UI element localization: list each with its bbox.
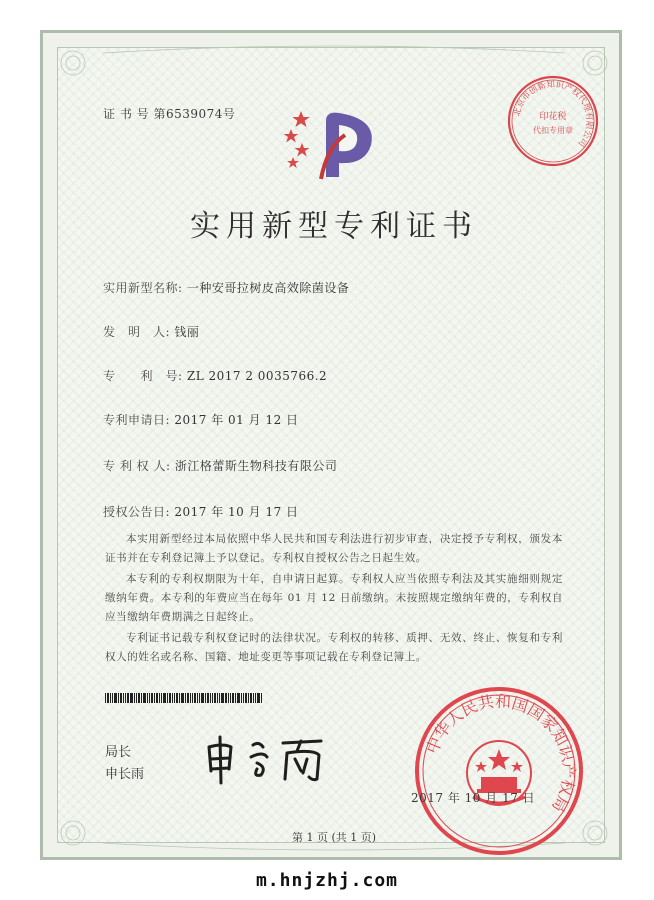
signatory-title: 局长 (105, 745, 132, 760)
barcode-bar (176, 693, 178, 703)
field-inventor (103, 323, 199, 340)
barcode-bar (241, 693, 242, 703)
cnipa-logo-icon (281, 107, 385, 185)
barcode-bar (248, 693, 249, 703)
barcode-bar (190, 693, 191, 703)
barcode-bar (141, 693, 142, 703)
barcode-bar (261, 693, 262, 703)
field-label: 专利申请日: (103, 413, 171, 427)
issue-date: 2017 年 10 月 17 日 (411, 791, 536, 805)
barcode-bar (163, 693, 166, 703)
field-label: 专 利 权 人: (103, 459, 171, 473)
barcode-bar (147, 693, 148, 703)
field-value: 钱丽 (174, 325, 200, 339)
barcode-bar (221, 693, 224, 703)
barcode-bar (174, 693, 175, 703)
barcode-bar (214, 693, 216, 703)
paragraph-legal-status: 专利证书记载专利权登记时的法律状况。专利权的转移、质押、无效、终止、恢复和专利权人的姓名或名称、国籍、地址变更等事项记载在专利登记簿上。 (105, 632, 563, 663)
barcode-bar (194, 693, 196, 703)
paragraph-term-and-fees: 本专利的专利权期限为十年，自申请日起算。专利权人应当依照专利法及其实施细则规定缴纳年费。本专利的年费应当在每年 01 月 12 日前缴纳。未按照规定缴纳年费的，专利权自应当缴纳年费期满之日起终止。 (105, 573, 563, 623)
barcode-bar (169, 693, 171, 703)
certificate-number-value: 6539074 (165, 107, 223, 121)
agency-stamp-center-line1: 印花税 (539, 112, 567, 122)
barcode-bar (130, 693, 133, 703)
footer-watermark-url: m.hnjzhj.com (255, 870, 399, 891)
certificate-number-label: 证 书 号 第 (103, 107, 166, 121)
barcode-bar (187, 693, 189, 703)
barcode-bar (123, 693, 124, 703)
field-grant-announcement-date (103, 503, 299, 520)
barcode-bar (161, 693, 162, 703)
state-seal-ring-text: 中华人民共和国国家知识产权局 (422, 691, 579, 816)
barcode-bar (257, 693, 260, 703)
barcode-bar (154, 693, 155, 703)
barcode-bar (217, 693, 218, 703)
certificate-title: 实用新型专利证书 (190, 209, 478, 244)
signatory-name: 申长雨 (105, 767, 145, 782)
barcode-bar (253, 693, 254, 703)
barcode-bar (255, 693, 256, 703)
barcode-bar (151, 693, 153, 703)
barcode-bar (167, 693, 168, 703)
barcode-bar (199, 693, 200, 703)
barcode-bar (192, 693, 193, 703)
barcode-bar (243, 693, 244, 703)
handwritten-signature-icon (201, 733, 341, 785)
barcode-bar (110, 693, 111, 703)
barcode-bar (185, 693, 186, 703)
page-indicator: 第 1 页 (共 1 页) (291, 831, 377, 844)
barcode-bar (245, 693, 247, 703)
barcode-bar (237, 693, 240, 703)
field-value: ZL 2017 2 0035766.2 (186, 369, 328, 383)
barcode-bar (134, 693, 135, 703)
agency-tax-stamp (505, 73, 601, 169)
barcode-bar (225, 693, 227, 703)
certificate-number (103, 105, 235, 122)
certificate-number-suffix: 号 (222, 107, 236, 121)
barcode-bar (127, 693, 129, 703)
barcode-bar (205, 693, 206, 703)
field-value: 2017 年 10 月 17 日 (174, 505, 299, 519)
barcode-bar (197, 693, 198, 703)
agency-stamp-center-line2: 代扣专用章 (533, 126, 573, 135)
barcode-bar (212, 693, 213, 703)
barcode-bar (149, 693, 150, 703)
barcode-bar (235, 693, 236, 703)
field-value: 一种安哥拉树皮高效除菌设备 (186, 281, 350, 295)
barcode-bar (120, 693, 122, 703)
barcode-bar (156, 693, 158, 703)
barcode-bar (219, 693, 220, 703)
barcode-bar (105, 693, 106, 703)
paragraph-grant-statement: 本实用新型经过本局依照中华人民共和国专利法进行初步审查，决定授予专利权，颁发本证书并在专利登记簿上予以登记。专利权自授权公告之日起生效。 (105, 533, 563, 564)
barcode-bar (159, 693, 160, 703)
barcode-bar (107, 693, 109, 703)
barcode-bar (143, 693, 146, 703)
field-value: 2017 年 01 月 12 日 (174, 413, 299, 427)
barcode-bar (228, 693, 229, 703)
barcode-bar (125, 693, 126, 703)
barcode-bar (201, 693, 204, 703)
barcode-bar (181, 693, 184, 703)
barcode-bar (172, 693, 173, 703)
barcode-bar (207, 693, 209, 703)
field-label: 授权公告日: (103, 505, 171, 519)
field-label: 专 利 号: (103, 369, 183, 383)
agency-stamp-ring-text: 北京市创新知识产权代理有限公司 (512, 79, 595, 149)
barcode-bar (112, 693, 113, 703)
barcode-bar (230, 693, 231, 703)
field-utility-model-name (103, 279, 349, 296)
barcode-bar (136, 693, 137, 703)
barcode-bar (232, 693, 234, 703)
field-value: 浙江格蕾斯生物科技有限公司 (174, 459, 338, 473)
barcode-bar (210, 693, 211, 703)
barcode-bar (250, 693, 252, 703)
field-patent-number (103, 367, 327, 384)
field-application-date (103, 411, 299, 428)
field-patentee (103, 457, 337, 474)
barcode-bar (179, 693, 180, 703)
barcode-bar (138, 693, 140, 703)
barcode (105, 693, 263, 703)
barcode-bar (114, 693, 117, 703)
field-label: 实用新型名称: (103, 281, 183, 295)
barcode-bar (118, 693, 119, 703)
field-label: 发 明 人: (103, 325, 171, 339)
certificate-frame (40, 30, 622, 860)
